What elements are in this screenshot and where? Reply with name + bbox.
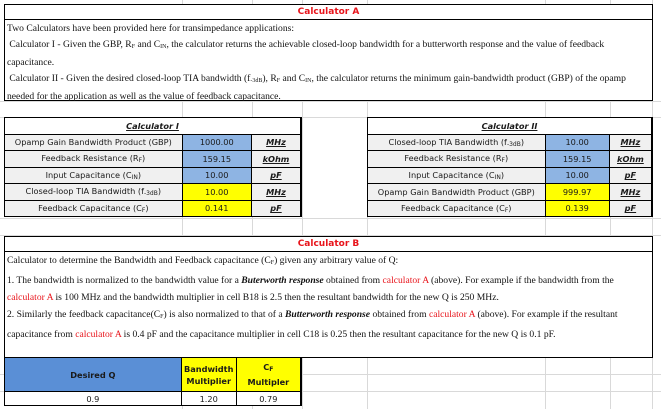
calculator-a-block bbox=[4, 4, 653, 101]
calc2-unit-cf: pF bbox=[609, 200, 652, 217]
calc2-rf-input[interactable]: 159.15 bbox=[545, 151, 609, 168]
calc1-cin-input[interactable]: 10.00 bbox=[182, 167, 251, 184]
calc2-gbp-output: 999.97 bbox=[545, 184, 609, 201]
calc1-label-cin: Input Capacitance $(C_{IN})$ bbox=[5, 167, 183, 184]
q-table-header bbox=[5, 358, 302, 392]
q-table-row bbox=[5, 392, 302, 406]
calc2-unit-cin: pF bbox=[609, 167, 652, 184]
desired-q-input[interactable]: 0.9 bbox=[5, 392, 182, 406]
calc2-cf-output: 0.139 bbox=[545, 200, 609, 217]
cf-multiplier-header: $C_F$ Multipler bbox=[236, 358, 301, 392]
calc1-row-cin bbox=[5, 167, 302, 184]
calc-b-intro: Calculator to determine the Bandwidth and Feedback capacitance $(C_F)$ given any arbitrary value of Q: bbox=[7, 255, 399, 266]
bandwidth-multiplier-value: 1.20 bbox=[181, 392, 236, 406]
calculator-a-title: Calculator A bbox=[5, 5, 652, 20]
calc-b-point-1: 1. The bandwidth is normalized to the bandwidth value for a Buterworth response obtained from calculator A (above). For example if the bandwidth from the calculator A is 100 MHz and the bandwidth multiplier in cell B18 is 2.5 then the resultant bandwidth for the new Q is 250 MHz. bbox=[7, 275, 614, 303]
calc1-bandwidth-output: 10.00 bbox=[182, 184, 251, 201]
calc2-label-cin: Input Capacitance $(C_{IN})$ bbox=[368, 167, 546, 184]
calc1-unit-cf: pF bbox=[251, 200, 301, 217]
calc2-unit-gbp: MHz bbox=[609, 184, 652, 201]
calc2-row-cin bbox=[368, 167, 653, 184]
calc1-label-rf: Feedback Resistance $(R_F)$ bbox=[5, 151, 183, 168]
calculator-2-table bbox=[367, 117, 653, 217]
calc2-label-gbp: Opamp Gain Bandwidth Product (GBP) bbox=[368, 184, 546, 201]
calc2-bandwidth-input[interactable]: 10.00 bbox=[545, 134, 609, 151]
calc2-row-gbp bbox=[368, 184, 653, 201]
calc1-unit-rf: kOhm bbox=[251, 151, 301, 168]
calc2-row-bandwidth bbox=[368, 134, 653, 151]
calc1-label-gbp: Opamp Gain Bandwidth Product (GBP) bbox=[5, 134, 183, 151]
cf-multiplier-value: 0.79 bbox=[236, 392, 301, 406]
calc1-unit-cin: pF bbox=[251, 167, 301, 184]
calculator-a-description bbox=[5, 20, 652, 105]
q-table bbox=[4, 357, 302, 406]
calc2-label-cf: Feedback Capacitance $(C_F)$ bbox=[368, 200, 546, 217]
calculator-b-block bbox=[4, 236, 653, 358]
calculator-1-table bbox=[4, 117, 302, 217]
desired-q-header: Desired Q bbox=[5, 358, 182, 392]
calc1-rf-input[interactable]: 159.15 bbox=[182, 151, 251, 168]
calc1-description: Calculator I - Given the GBP, $R_F$ and $C_{IN}$, the calculator returns the achievable closed-loop bandwidth for a butterworth response and the value of feedback capacitance. bbox=[7, 39, 605, 68]
calc1-row-rf bbox=[5, 151, 302, 168]
calc-b-point-2: 2. Similarly the feedback $capacitance(C_F)$ is also normalized to that of a Butterworth response obtained from calculator A (above). For example if the resultant capacitance from calculator A is 0.4 pF and the capacitance multiplier in cell C18 is 0.25 then the resultant capacitance for the new Q is 0.1 pF. bbox=[7, 309, 618, 340]
calc1-row-cf bbox=[5, 200, 302, 217]
calc2-unit-rf: kOhm bbox=[609, 151, 652, 168]
calc1-row-bandwidth bbox=[5, 184, 302, 201]
calculator-2-title: Calculator II bbox=[368, 118, 653, 135]
calc2-description: Calculator II - Given the desired closed-loop TIA bandwidth $(f_{-3dB})$, $R_F$ and $C_{IN}$, the calculator returns the minimum gain-bandwidth product (GBP) of the opamp needed for the application as well as the value of feedback capacitance. bbox=[7, 73, 626, 102]
calc2-row-cf bbox=[368, 200, 653, 217]
calculator-b-title: Calculator B bbox=[5, 237, 652, 252]
calc1-unit-bandwidth: MHz bbox=[251, 184, 301, 201]
calc1-label-cf: Feedback Capacitance $(C_F)$ bbox=[5, 200, 183, 217]
calc1-unit-gbp: MHz bbox=[251, 134, 301, 151]
bandwidth-multiplier-header: Bandwidth Multiplier bbox=[181, 358, 236, 392]
calc1-cf-output: 0.141 bbox=[182, 200, 251, 217]
calc1-label-bandwidth: Closed-loop TIA Bandwidth $(f_{-3dB})$ bbox=[5, 184, 183, 201]
calc2-label-rf: Feedback Resistance $(R_F)$ bbox=[368, 151, 546, 168]
calc2-cin-input[interactable]: 10.00 bbox=[545, 167, 609, 184]
calculator-1-title: Calculator I bbox=[5, 118, 302, 135]
calc2-unit-bandwidth: MHz bbox=[609, 134, 652, 151]
calc2-label-bandwidth: Closed-loop TIA Bandwidth $(f_{-3dB})$ bbox=[368, 134, 546, 151]
calculator-b-description bbox=[5, 252, 652, 343]
intro-text: Two Calculators have been provided here for transimpedance applications: bbox=[7, 23, 295, 34]
calc1-row-gbp bbox=[5, 134, 302, 151]
calc2-row-rf bbox=[368, 151, 653, 168]
calc1-gbp-input[interactable]: 1000.00 bbox=[182, 134, 251, 151]
